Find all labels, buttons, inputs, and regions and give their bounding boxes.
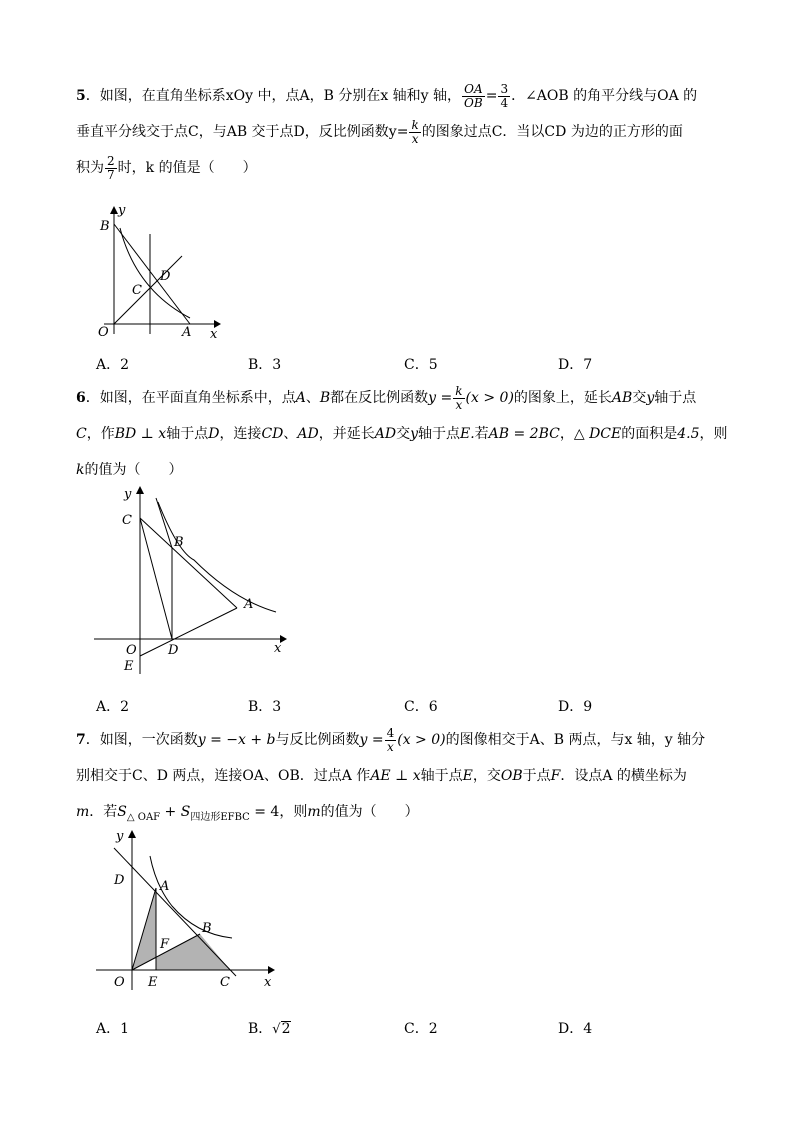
question-7-figure	[92, 826, 282, 996]
question-6	[76, 380, 728, 488]
label-y: y	[116, 829, 124, 844]
question-5-line-3: 积为 $\frac{2}{7}$ 时，k 的值是（ ）	[76, 153, 257, 182]
hyperbola-curve	[120, 228, 190, 318]
ratio-value-fraction: $\frac{3}{4}$	[500, 81, 509, 110]
option-c[interactable]: C．6	[404, 699, 438, 715]
option-b[interactable]: B．3	[248, 357, 282, 373]
question-7-line-2: 别相交于C、D 两点，连接OA、OB．过点A 作AE ⊥ x轴于点E，交OB于点F．设点A 的横坐标为	[76, 768, 687, 784]
label-a: A	[244, 597, 254, 612]
label-a: A	[182, 325, 192, 340]
question-5-figure	[90, 200, 230, 345]
area-fraction: $\frac{2}{7}$	[107, 153, 115, 182]
label-b: B	[202, 921, 212, 936]
label-b: B	[174, 535, 184, 550]
question-5-line-1: 5．如图，在直角坐标系xOy 中，点A，B 分别在x 轴和y 轴， $\frac{OA}{OB}$ = $\frac{3}{4}$ ．∠AOB 的角平分线与OA 的	[76, 81, 698, 110]
line-ae	[140, 608, 237, 656]
option-a[interactable]: A．2	[96, 699, 130, 715]
option-a[interactable]: A．1	[96, 1021, 130, 1037]
option-b[interactable]: B．√2	[248, 1021, 291, 1037]
label-c: C	[132, 283, 142, 298]
label-o: O	[114, 975, 125, 990]
function-fraction: $\frac{k}{x}$	[455, 383, 463, 412]
label-b: B	[100, 219, 110, 234]
question-7-line-1: 7．如图，一次函数y = −x + b与反比例函数y = $\frac{4}{x}$ (x > 0)的图像相交于A、B 两点，与x 轴，y 轴分	[76, 725, 706, 754]
label-x: x	[210, 327, 218, 342]
label-c: C	[220, 975, 230, 990]
question-6-figure	[94, 482, 294, 682]
y-axis-arrow	[110, 206, 118, 214]
option-d[interactable]: D．4	[558, 1021, 593, 1037]
function-fraction: $\frac{k}{x}$	[411, 117, 419, 146]
option-b[interactable]: B．3	[248, 699, 282, 715]
question-5-line-2: 垂直平分线交于点C，与AB 交于点D，反比例函数y= $\frac{k}{x}$ 的图象过点C．当以CD 为边的正方形的面	[76, 117, 683, 146]
question-5	[76, 78, 716, 186]
label-x: x	[264, 975, 272, 990]
question-7	[76, 722, 716, 830]
option-c[interactable]: C．5	[404, 357, 438, 373]
label-a: A	[160, 879, 170, 894]
label-x: x	[274, 641, 282, 656]
question-number: 7	[76, 732, 86, 748]
hyperbola-curve	[150, 856, 232, 938]
option-b-radicand: 2	[281, 1021, 291, 1037]
option-d[interactable]: D．7	[558, 357, 593, 373]
line-ab	[114, 224, 190, 324]
label-e: E	[124, 659, 134, 674]
option-c[interactable]: C．2	[404, 1021, 438, 1037]
label-f: F	[160, 937, 170, 952]
label-o: O	[126, 643, 137, 658]
question-number: 5	[76, 88, 86, 104]
question-6-line-1: 6．如图，在平面直角坐标系中，点A、B都在反比例函数y = $\frac{k}{x}$ (x > 0)的图象上，延长AB交y轴于点	[76, 383, 697, 412]
x-axis-arrow	[268, 966, 275, 974]
label-d: D	[160, 269, 171, 284]
question-6-line-2: C，作BD ⊥ x轴于点D，连接CD、AD，并延长AD交y轴于点E.若AB = 2BC，△ DCE的面积是4.5，则	[76, 426, 728, 442]
label-y: y	[124, 487, 132, 502]
y-axis-arrow	[136, 486, 144, 494]
question-6-line-3: k的值为（ ）	[76, 462, 183, 478]
label-o: O	[98, 325, 109, 340]
label-c: C	[122, 513, 132, 528]
line-cd	[140, 518, 172, 639]
option-d[interactable]: D．9	[558, 699, 593, 715]
label-d: D	[168, 643, 179, 658]
hyperbola-curve	[158, 502, 276, 612]
y-axis-arrow	[128, 830, 136, 838]
ratio-fraction: $\frac{OA}{OB}$	[464, 81, 483, 110]
question-7-line-3: m．若$S_{\triangle OAF} + S_{四边形EFBC} = 4$，则m的值为（ ）	[76, 804, 419, 823]
option-a[interactable]: A．2	[96, 357, 130, 373]
question-number: 6	[76, 390, 86, 406]
label-d: D	[114, 873, 125, 888]
label-y: y	[118, 203, 126, 218]
function-fraction: $\frac{4}{x}$	[386, 725, 395, 754]
label-e: E	[148, 975, 158, 990]
bisector-line	[114, 256, 182, 324]
line-ca	[140, 518, 237, 608]
